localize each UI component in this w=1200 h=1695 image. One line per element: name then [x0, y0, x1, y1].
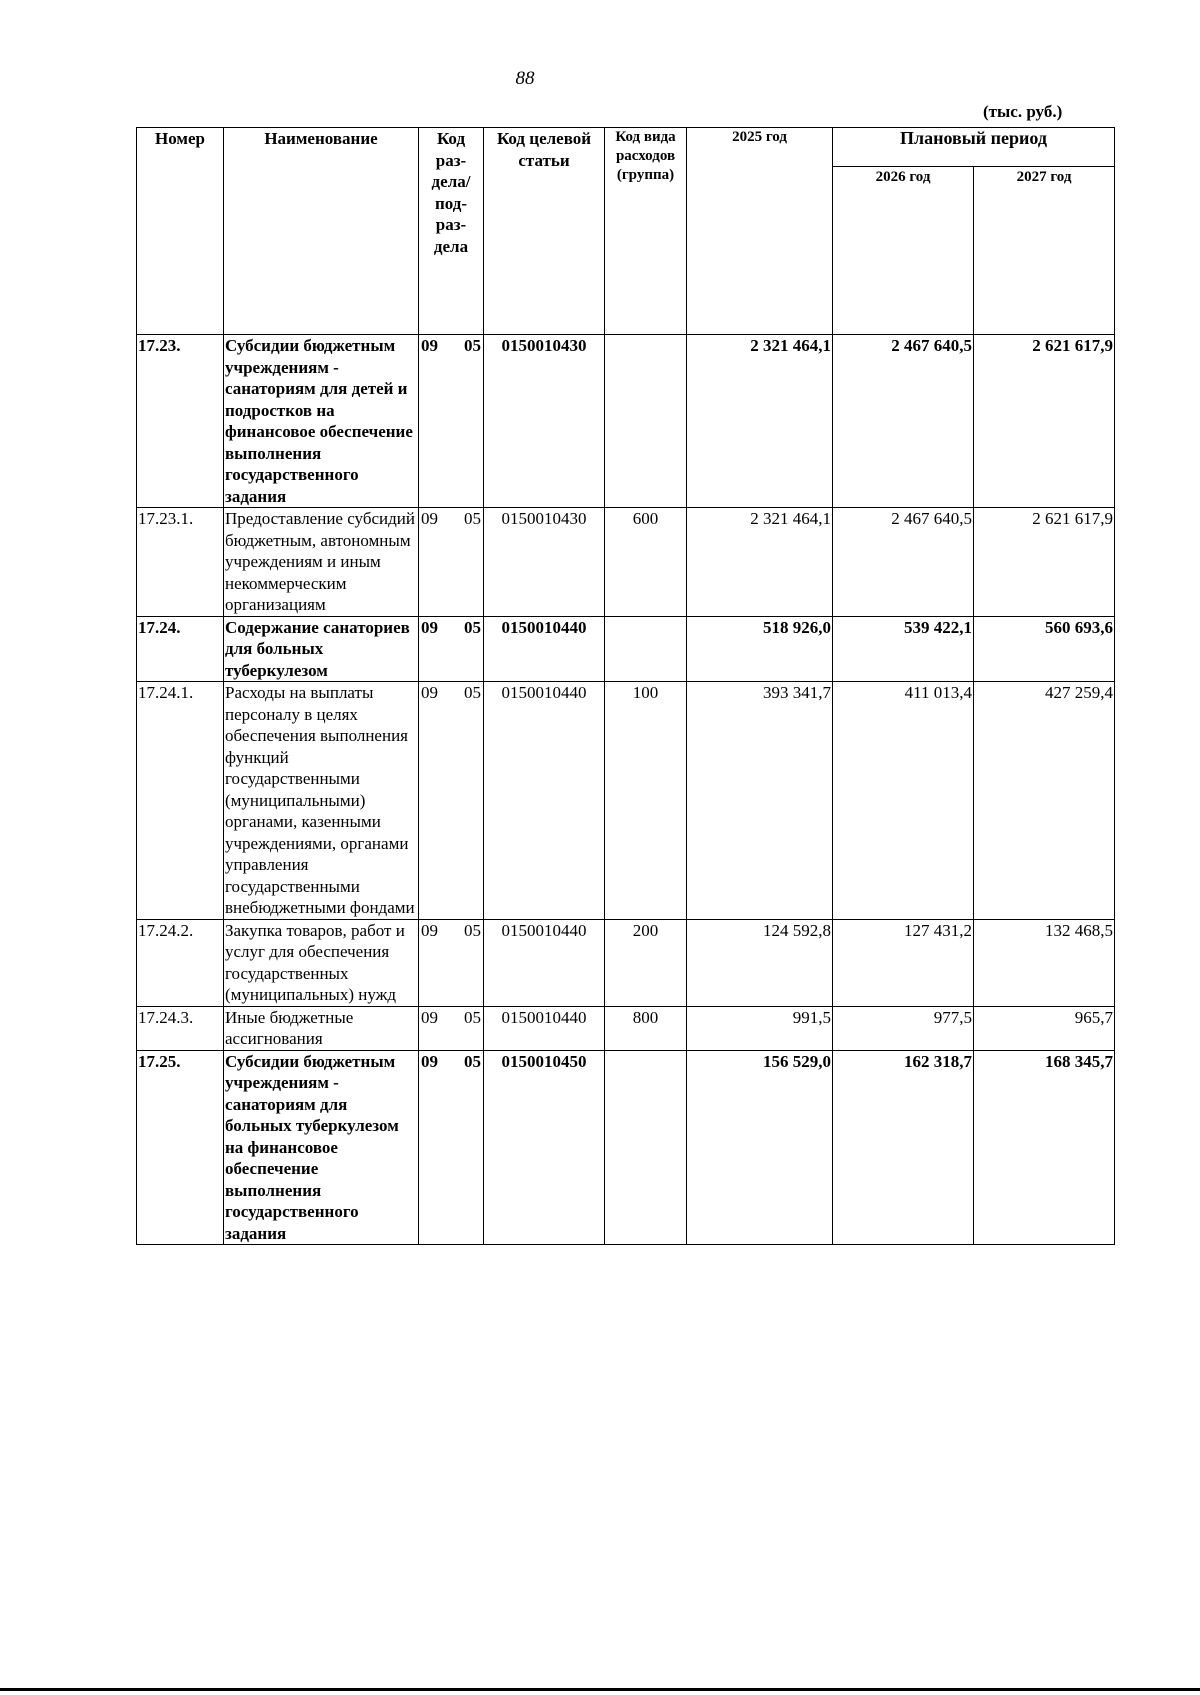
table-row [137, 335, 1115, 508]
row-amount-2025: 156 529,0 [687, 1050, 833, 1245]
table-row [137, 508, 1115, 617]
subsection-code: 05 [464, 920, 481, 940]
row-amount-2026: 539 422,1 [833, 616, 974, 682]
row-expense-type [605, 616, 687, 682]
header-year-2027: 2027 год [974, 167, 1115, 335]
row-target-code: 0150010440 [484, 1006, 605, 1050]
row-target-code: 0150010440 [484, 682, 605, 920]
row-name: Иные бюджетные ассигнования [224, 1006, 419, 1050]
subsection-code: 05 [464, 683, 481, 702]
section-code: 09 [421, 1051, 438, 1071]
table-row [137, 682, 1115, 920]
row-number: 17.25. [137, 1050, 224, 1245]
subsection-code: 05 [464, 336, 481, 355]
section-code: 09 [421, 920, 438, 940]
table-row [137, 1050, 1115, 1245]
row-section-code [419, 508, 484, 617]
row-amount-2027: 427 259,4 [974, 682, 1115, 920]
row-name: Субсидии бюджетным учреждениям - санаториям для больных туберкулезом на финансовое обеспечение выполнения государственного задания [224, 1050, 419, 1245]
header-name: Наименование [224, 128, 419, 335]
row-amount-2026: 977,5 [833, 1006, 974, 1050]
row-name: Предоставление субсидий бюджетным, автономным учреждениям и иным некоммерческим организациям [224, 508, 419, 617]
subsection-code: 05 [464, 509, 481, 528]
header-year-2026: 2026 год [833, 167, 974, 335]
row-amount-2027: 2 621 617,9 [974, 335, 1115, 508]
row-amount-2025: 518 926,0 [687, 616, 833, 682]
header-number: Номер [137, 128, 224, 335]
row-target-code: 0150010450 [484, 1050, 605, 1245]
row-amount-2027: 2 621 617,9 [974, 508, 1115, 617]
row-target-code: 0150010430 [484, 335, 605, 508]
header-section [419, 128, 484, 335]
row-amount-2025: 991,5 [687, 1006, 833, 1050]
page-number: 88 [515, 68, 535, 89]
row-number: 17.24.3. [137, 1006, 224, 1050]
section-code: 09 [421, 336, 438, 355]
row-expense-type [605, 335, 687, 508]
row-amount-2026: 162 318,7 [833, 1050, 974, 1245]
row-section-code [419, 335, 484, 508]
row-expense-type: 100 [605, 682, 687, 920]
row-number: 17.24.2. [137, 919, 224, 1006]
row-section-code [419, 682, 484, 920]
row-amount-2026: 411 013,4 [833, 682, 974, 920]
row-amount-2025: 124 592,8 [687, 919, 833, 1006]
row-amount-2027: 560 693,6 [974, 616, 1115, 682]
table-row [137, 1006, 1115, 1050]
row-amount-2026: 2 467 640,5 [833, 335, 974, 508]
row-amount-2027: 168 345,7 [974, 1050, 1115, 1245]
row-section-code [419, 1050, 484, 1245]
table-row [137, 919, 1115, 1006]
row-number: 17.23. [137, 335, 224, 508]
section-code: 09 [421, 617, 438, 637]
row-section-code [419, 1006, 484, 1050]
table-body [137, 335, 1115, 1245]
subsection-code: 05 [464, 617, 481, 637]
row-number: 17.24. [137, 616, 224, 682]
row-expense-type: 200 [605, 919, 687, 1006]
row-amount-2026: 127 431,2 [833, 919, 974, 1006]
row-name: Расходы на выплаты персоналу в целях обеспечения выполнения функций государственными (муниципальными) органами, казенными учреждениями, органами управления государственными внебюджетными фондами [224, 682, 419, 920]
row-amount-2027: 132 468,5 [974, 919, 1115, 1006]
bottom-border [0, 1688, 1200, 1691]
table-row [137, 616, 1115, 682]
row-amount-2025: 2 321 464,1 [687, 335, 833, 508]
header-section-label: Код раз-дела/ под-раз-дела [431, 129, 471, 256]
row-section-code [419, 919, 484, 1006]
header-row-top [137, 128, 1115, 167]
row-expense-type: 800 [605, 1006, 687, 1050]
row-expense-type [605, 1050, 687, 1245]
subsection-code: 05 [464, 1007, 481, 1027]
row-name: Закупка товаров, работ и услуг для обеспечения государственных (муниципальных) нужд [224, 919, 419, 1006]
units-label: (тыс. руб.) [983, 102, 1063, 121]
row-name: Содержание санаториев для больных туберкулезом [224, 616, 419, 682]
row-target-code: 0150010440 [484, 616, 605, 682]
row-target-code: 0150010430 [484, 508, 605, 617]
section-code: 09 [421, 683, 438, 702]
row-number: 17.23.1. [137, 508, 224, 617]
section-code: 09 [421, 509, 438, 528]
header-year-2025: 2025 год [687, 128, 833, 335]
row-target-code: 0150010440 [484, 919, 605, 1006]
row-number: 17.24.1. [137, 682, 224, 920]
row-amount-2027: 965,7 [974, 1006, 1115, 1050]
section-code: 09 [421, 1007, 438, 1027]
row-amount-2025: 2 321 464,1 [687, 508, 833, 617]
row-amount-2026: 2 467 640,5 [833, 508, 974, 617]
row-name: Субсидии бюджетным учреждениям - санаториям для детей и подростков на финансовое обеспечение выполнения государственного задания [224, 335, 419, 508]
header-planning-period: Плановый период [833, 128, 1115, 167]
budget-table [136, 127, 1115, 1245]
header-expense-type: Код вида расходов (группа) [605, 128, 687, 335]
row-expense-type: 600 [605, 508, 687, 617]
row-amount-2025: 393 341,7 [687, 682, 833, 920]
row-section-code [419, 616, 484, 682]
header-target: Код целевой статьи [484, 128, 605, 335]
subsection-code: 05 [464, 1051, 481, 1071]
